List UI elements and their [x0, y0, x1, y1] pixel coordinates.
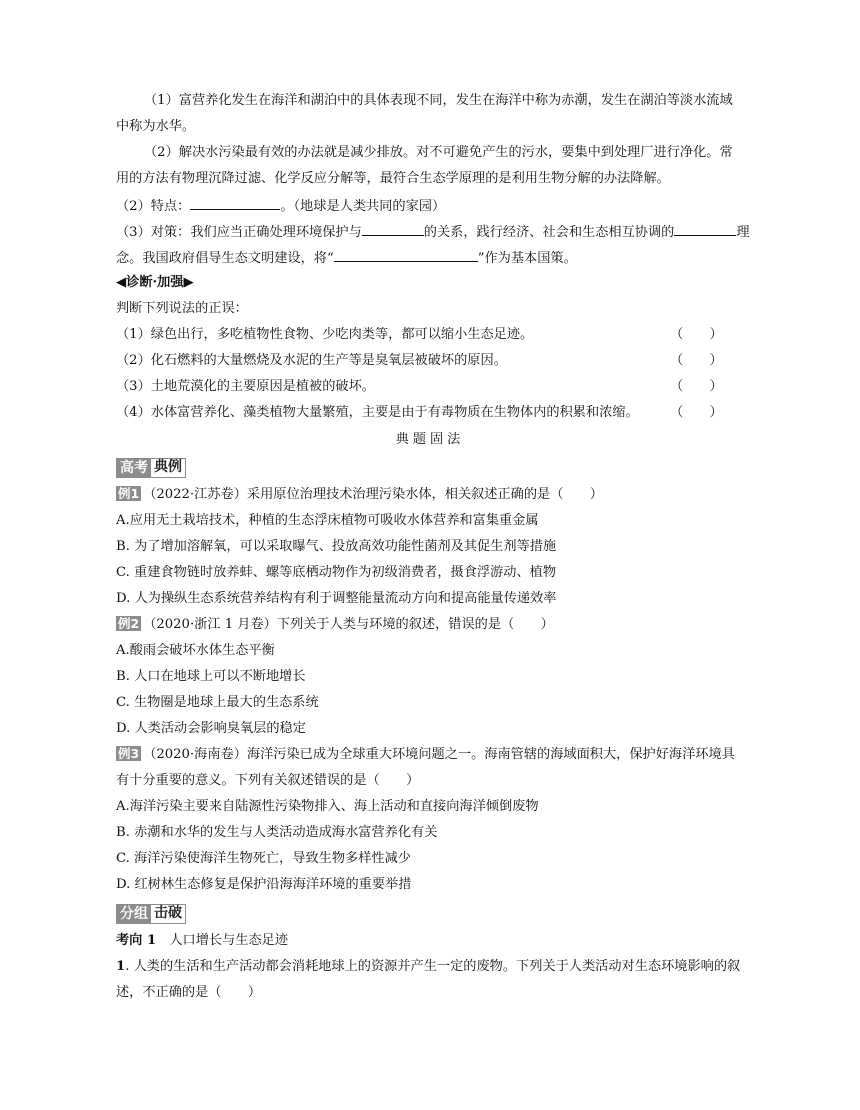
diagnosis-intro: 判断下列说法的正误： [116, 301, 248, 316]
option: D. 人为操纵生态系统营养结构有利于调整能量流动方向和提高能量传递效率 [116, 591, 557, 606]
feature-line [116, 196, 744, 216]
tag-part-b: 击破 [150, 904, 186, 924]
example-question: （2022·江苏卷）采用原位治理技术治理污染水体，相关叙述正确的是（ ） [143, 487, 603, 502]
option: A.海洋污染主要来自陆源性污染物排入、海上活动和直接向海洋倾倒废物 [116, 799, 539, 814]
option: C. 重建食物链时放养蚌、螺等底栖动物作为初级消费者，摄食浮游动、植物 [116, 565, 557, 580]
tag-part-a: 高考 [116, 458, 150, 478]
gaokao-example-tag [116, 458, 186, 478]
tag-part-a: 分组 [116, 904, 150, 924]
fill-blank[interactable] [190, 196, 280, 210]
example-badge: 例3 [118, 746, 140, 761]
option: B. 人口在地球上可以不断地增长 [116, 669, 306, 684]
option: B. 赤潮和水华的发生与人类活动造成海水富营养化有关 [116, 825, 438, 840]
option: C. 生物圈是地球上最大的生态系统 [116, 695, 319, 710]
measure-text-a: （3）对策：我们应当正确处理环境保护与 [116, 225, 362, 240]
option: D. 红树林生态修复是保护沿海海洋环境的重要举措 [116, 877, 412, 892]
judge-item: （2）化石燃料的大量燃烧及水泥的生产等是臭氧层被破坏的原因。 [116, 353, 507, 368]
answer-paren[interactable]: （ ） [670, 405, 723, 420]
section-title: 典题固法 [395, 432, 465, 447]
measure-text-d: 念。我国政府倡导生态文明建设，将“ [116, 251, 334, 266]
option: D. 人类活动会影响臭氧层的稳定 [116, 721, 306, 736]
example-stem-cont: 有十分重要的意义。下列有关叙述错误的是（ ） [116, 773, 420, 788]
example-stem [116, 486, 744, 504]
paragraph-eutrophication-cont: 中称为水华。 [116, 119, 196, 134]
measure-line [116, 222, 750, 242]
example-stem [116, 746, 744, 764]
measure-text-c: 理 [736, 225, 750, 240]
direction-title: 人口增长与生态足迹 [169, 933, 289, 948]
direction-heading [116, 932, 744, 950]
paragraph-water-pollution: （2）解决水污染最有效的办法就是减少排放。对不可避免产生的污水，要集中到处理厂进行净化。常 [144, 145, 733, 160]
fill-blank[interactable] [334, 248, 478, 262]
option: C. 海洋污染使海洋生物死亡，导致生物多样性减少 [116, 851, 411, 866]
example-question: （2020·浙江 1 月卷）下列关于人类与环境的叙述，错误的是（ ） [143, 617, 554, 632]
example-question: （2020·海南卷）海洋污染已成为全球重大环境问题之一。海南管辖的海域面积大，保护好海洋环境具 [143, 747, 735, 762]
option: B. 为了增加溶解氧，可以采取曝气、投放高效功能性菌剂及其促生剂等措施 [116, 539, 557, 554]
measure-text-b: 的关系，践行经济、社会和生态相互协调的 [423, 225, 675, 240]
question-1-cont: 述，不正确的是（ ） [116, 985, 262, 1000]
option: A.应用无土栽培技术，种植的生态浮床植物可吸收水体营养和富集重金属 [116, 513, 539, 528]
question-number: 1 [116, 959, 126, 974]
fill-blank[interactable] [674, 222, 736, 236]
answer-paren[interactable]: （ ） [670, 327, 723, 342]
feature-label: （2）特点： [116, 199, 191, 214]
direction-label: 考向 1 [116, 933, 157, 948]
judge-item: （3）土地荒漠化的主要原因是植被的破坏。 [116, 379, 375, 394]
question-text: . 人类的生活和生产活动都会消耗地球上的资源并产生一定的废物。下列关于人类活动对生态环境影响的叙 [125, 959, 741, 974]
paragraph-eutrophication: （1）富营养化发生在海洋和湖泊中的具体表现不同，发生在海洋中称为赤潮，发生在湖泊等淡水流域 [144, 93, 733, 108]
example-stem [116, 616, 744, 634]
measure-text-e: ”作为基本国策。 [477, 251, 577, 266]
answer-paren[interactable]: （ ） [670, 379, 723, 394]
question-1 [116, 958, 744, 976]
example-badge: 例2 [118, 616, 140, 631]
example-badge: 例1 [118, 486, 140, 501]
feature-note: 。（地球是人类共同的家园） [280, 199, 446, 214]
answer-paren[interactable]: （ ） [670, 353, 723, 368]
judge-item: （4）水体富营养化、藻类植物大量繁殖，主要是由于有毒物质在生物体内的积累和浓缩。 [116, 405, 639, 420]
group-breakthrough-tag [116, 904, 186, 924]
tag-part-b: 典例 [150, 458, 186, 478]
paragraph-water-pollution-cont: 用的方法有物理沉降过滤、化学反应分解等，最符合生态学原理的是利用生物分解的办法降解。 [116, 171, 670, 186]
diagnosis-title: ◀诊断·加强▶ [116, 275, 194, 290]
option: A.酸雨会破坏水体生态平衡 [116, 643, 275, 658]
fill-blank[interactable] [362, 222, 424, 236]
measure-line-2 [116, 248, 744, 268]
judge-item: （1）绿色出行，多吃植物性食物、少吃肉类等，都可以缩小生态足迹。 [116, 327, 534, 342]
